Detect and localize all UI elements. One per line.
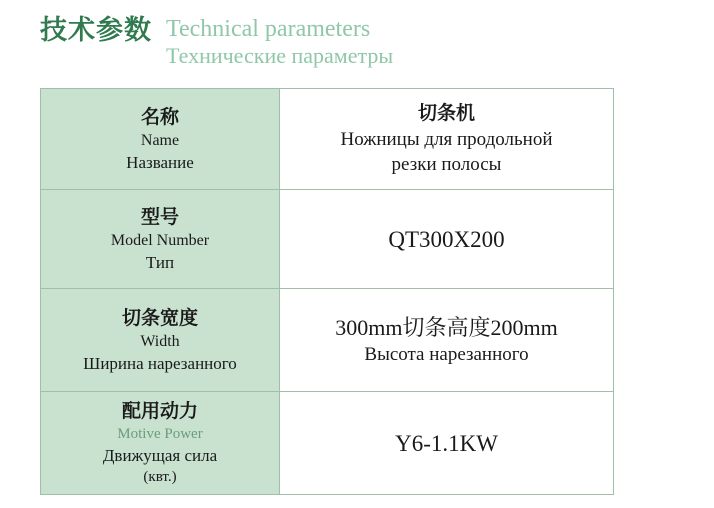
table-row <box>41 392 614 495</box>
row-value-motive-power <box>280 392 614 495</box>
value-main: QT300X200 <box>388 226 505 252</box>
row-label-name <box>41 89 280 190</box>
value-cn: 切条机 <box>417 103 475 124</box>
page-title-en: Technical parameters <box>166 16 371 42</box>
label-ru: Название <box>126 152 194 172</box>
row-value-model-number <box>280 190 614 289</box>
table-row <box>41 89 614 190</box>
page-title-translations <box>166 12 393 69</box>
label-cn: 名称 <box>140 106 179 128</box>
page-title-ru: Технические параметры <box>166 43 394 68</box>
specifications-table <box>40 88 614 495</box>
label-cn: 切条宽度 <box>121 307 198 329</box>
label-en: Width <box>140 332 180 350</box>
label-ru: Ширина нарезанного <box>83 353 237 373</box>
label-cn: 配用动力 <box>121 401 198 422</box>
value-main: 300mm切条高度200mm <box>335 314 558 340</box>
page-header <box>40 12 393 69</box>
value-ru-line1: Ножницы для продольной <box>340 129 553 150</box>
row-value-width <box>280 289 614 392</box>
label-ru: Движущая сила <box>102 446 218 465</box>
label-cn: 型号 <box>140 206 179 228</box>
label-ru: Тип <box>145 252 175 272</box>
label-note: (квт.) <box>143 469 177 485</box>
label-en: Name <box>140 131 180 149</box>
label-en: Motive Power <box>117 426 203 442</box>
table-row <box>41 190 614 289</box>
page-title-cn: 技术参数 <box>40 15 152 45</box>
value-ru-line2: резки полосы <box>391 154 502 175</box>
table-row <box>41 289 614 392</box>
value-ru: Высота нарезанного <box>364 343 529 365</box>
row-value-name <box>280 89 614 190</box>
row-label-model-number <box>41 190 280 289</box>
value-main: Y6-1.1KW <box>395 430 498 456</box>
row-label-motive-power <box>41 392 280 495</box>
label-en: Model Number <box>110 231 210 249</box>
row-label-width <box>41 289 280 392</box>
